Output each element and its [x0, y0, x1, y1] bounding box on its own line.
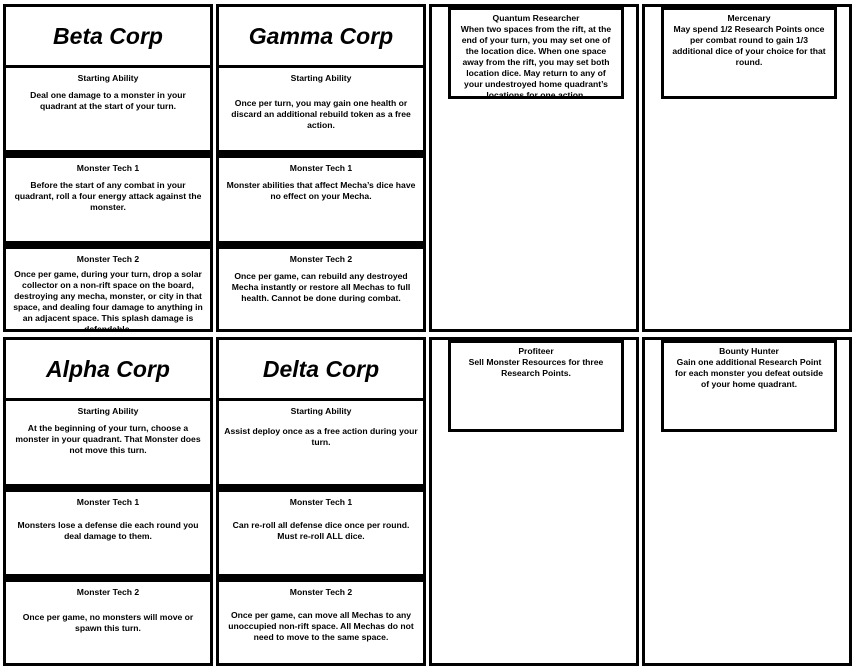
monster-tech-2-section — [6, 582, 210, 634]
section-text: Deal one damage to a monster in your quadrant at the start of your turn. — [30, 90, 186, 111]
monster-tech-1-section — [6, 492, 210, 574]
role-name: Profiteer — [518, 346, 554, 356]
role-text: Gain one additional Research Point for each monster you defeat outside of your home quadrant. — [674, 357, 824, 389]
section-heading: Monster Tech 2 — [289, 587, 353, 597]
section-divider — [6, 241, 210, 249]
role-name: Quantum Researcher — [492, 13, 580, 23]
role-box — [661, 340, 837, 432]
section-text: Once per game, no monsters will move or spawn this turn. — [22, 612, 194, 633]
section-heading: Monster Tech 1 — [76, 497, 140, 507]
section-heading: Monster Tech 1 — [76, 163, 140, 173]
starting-ability-section — [6, 401, 210, 484]
section-heading: Starting Ability — [77, 73, 139, 83]
section-divider — [219, 574, 423, 582]
section-text: Assist deploy once as a free action during your turn. — [224, 426, 418, 447]
corp-name: Gamma Corp — [219, 7, 423, 68]
monster-tech-2-section — [219, 582, 423, 643]
section-text: Once per turn, you may gain one health or discard an additional rebuild token as a free action. — [231, 98, 411, 130]
corp-card-gamma — [216, 4, 426, 332]
corp-card-alpha — [3, 337, 213, 666]
section-text: Monster abilities that affect Mecha’s dice have no effect on your Mecha. — [226, 180, 416, 201]
section-heading: Monster Tech 1 — [289, 163, 353, 173]
section-text: Monsters lose a defense die each round you deal damage to them. — [17, 520, 199, 541]
role-name: Bounty Hunter — [719, 346, 779, 356]
section-text: Once per game, can rebuild any destroyed Mecha instantly or restore all Mechas to full health. Cannot be done during combat. — [231, 271, 411, 303]
section-divider — [6, 484, 210, 492]
role-box — [448, 340, 624, 432]
monster-tech-1-section — [219, 492, 423, 574]
starting-ability-section — [219, 401, 423, 484]
section-divider — [219, 484, 423, 492]
section-text: Before the start of any combat in your quadrant, roll a four energy attack against the monster. — [14, 180, 202, 212]
monster-tech-2-section — [6, 249, 210, 335]
section-heading: Monster Tech 2 — [76, 587, 140, 597]
monster-tech-1-section — [219, 158, 423, 241]
section-divider — [6, 574, 210, 582]
section-heading: Monster Tech 2 — [76, 254, 140, 264]
role-text: May spend 1/2 Research Points once per combat round to gain 1/3 additional dice of your choice for that round. — [672, 24, 826, 67]
section-heading: Monster Tech 2 — [289, 254, 353, 264]
section-heading: Starting Ability — [77, 406, 139, 416]
section-text: At the beginning of your turn, choose a monster in your quadrant. That Monster does not move this turn. — [15, 423, 201, 455]
role-card-profiteer — [429, 337, 639, 666]
section-text: Can re-roll all defense dice once per round. Must re-roll ALL dice. — [232, 520, 410, 541]
corp-card-beta — [3, 4, 213, 332]
section-divider — [219, 150, 423, 158]
section-text: Once per game, during your turn, drop a solar collector on a non-rift space on the board, destroying any mecha, monster, or city in that space, and dealing four damage to anything in an adjacent space. This splash damage is defendable. — [13, 269, 203, 334]
starting-ability-section — [6, 68, 210, 150]
role-card-quantum-researcher — [429, 4, 639, 332]
monster-tech-1-section — [6, 158, 210, 241]
corp-name: Delta Corp — [219, 340, 423, 401]
section-divider — [219, 241, 423, 249]
role-box — [448, 7, 624, 99]
section-divider — [6, 150, 210, 158]
section-heading: Starting Ability — [290, 73, 352, 83]
section-heading: Monster Tech 1 — [289, 497, 353, 507]
corp-name: Beta Corp — [6, 7, 210, 68]
section-heading: Starting Ability — [290, 406, 352, 416]
role-card-bounty-hunter — [642, 337, 852, 666]
role-text: Sell Monster Resources for three Research Points. — [468, 357, 604, 378]
starting-ability-section — [219, 68, 423, 150]
role-card-mercenary — [642, 4, 852, 332]
section-text: Once per game, can move all Mechas to any unoccupied non-rift space. All Mechas do not need to move to the same space. — [228, 610, 414, 642]
role-box — [661, 7, 837, 99]
corp-name: Alpha Corp — [6, 340, 210, 401]
role-text: When two spaces from the rift, at the end of your turn, you may set one of the location dice. When one space away from the rift, you may set both location dice. May return to any of your undestroyed home quadrant’s locations for one action. — [460, 24, 612, 100]
role-name: Mercenary — [727, 13, 771, 23]
corp-card-delta — [216, 337, 426, 666]
monster-tech-2-section — [219, 249, 423, 304]
